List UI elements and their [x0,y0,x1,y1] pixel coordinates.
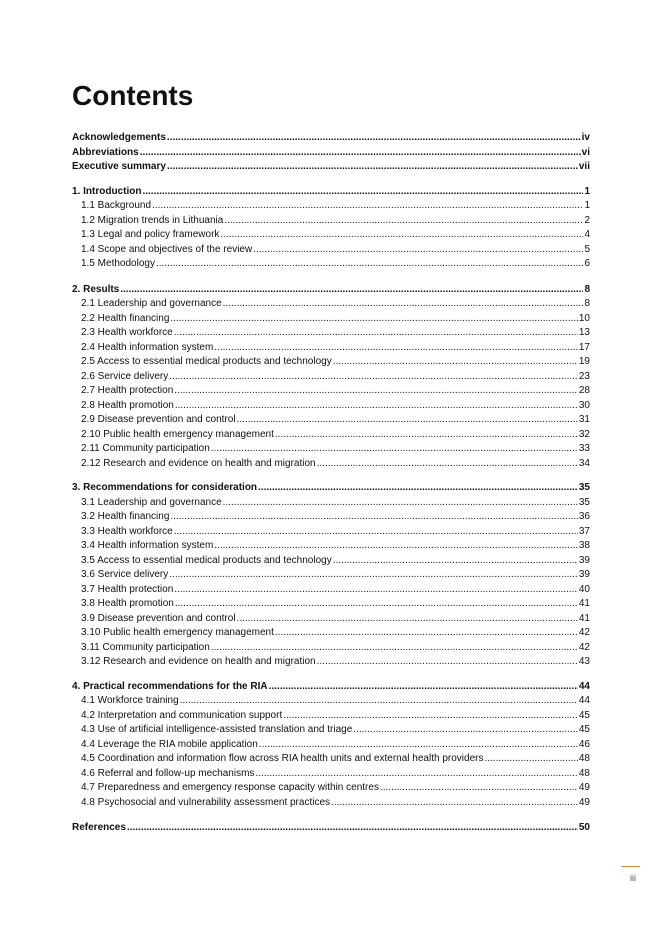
table-of-contents [72,131,590,836]
toc-subentry[interactable] [72,428,590,443]
toc-subentry[interactable] [72,228,590,243]
dot-leader [214,341,578,356]
toc-entry-page: 40 [578,583,590,595]
toc-entry-page: 1 [584,185,590,197]
toc-entry-page: 43 [578,656,590,667]
toc-subentry[interactable] [72,597,590,612]
toc-entry-label: 3.7 Health protection [81,583,174,595]
toc-entry-label: 3.11 Community participation [81,641,210,653]
toc-entry-page: 13 [578,327,590,338]
toc-subentry[interactable] [72,413,590,428]
spacer [72,670,590,680]
toc-entry-label: 2. Results [72,283,120,295]
dot-leader [142,185,583,200]
dot-leader [237,612,578,627]
spacer [72,175,590,185]
dot-leader [174,326,578,341]
dot-leader [152,199,583,214]
footer-divider [621,866,640,867]
dot-leader [317,457,578,472]
toc-entry-label: 1.5 Methodology [81,258,155,269]
toc-subentry[interactable] [72,384,590,399]
toc-entry-page: 36 [578,511,590,522]
dot-leader [180,694,578,709]
toc-subentry[interactable] [72,199,590,214]
toc-entry-abbreviations[interactable] [72,146,590,161]
dot-leader [223,297,584,312]
dot-leader [140,146,581,161]
toc-subentry[interactable] [72,257,590,272]
page-title: Contents [72,80,194,111]
toc-entry-label: 3.1 Leadership and governance [81,496,222,508]
toc-entry-page: 46 [578,738,590,750]
toc-entry-page: 48 [578,753,590,764]
dot-leader [353,723,578,738]
toc-entry-page: 35 [578,482,590,493]
toc-entry-label: 3.3 Health workforce [81,525,173,537]
dot-leader [214,539,578,554]
dot-leader [255,767,577,782]
toc-entry-label: 3.12 Research and evidence on health and migration [81,656,316,667]
toc-entry-label: 3. Recommendations for consideration [72,482,258,493]
toc-subentry[interactable] [72,626,590,641]
dot-leader [174,583,578,598]
toc-subentry[interactable] [72,457,590,472]
toc-subentry[interactable] [72,525,590,540]
toc-subentry[interactable] [72,641,590,656]
dot-leader [259,738,578,753]
toc-entry-label: Acknowledgements [72,132,166,143]
toc-subentry[interactable] [72,496,590,511]
toc-subentry[interactable] [72,243,590,258]
toc-entry-label: 2.4 Health information system [81,341,214,353]
dot-leader [283,709,578,724]
toc-entry-page: 50 [578,822,590,833]
toc-entry-page: 45 [578,724,590,735]
toc-entry-page: 8 [584,283,590,295]
toc-entry-page: 41 [578,598,590,609]
toc-entry-page: 49 [578,796,590,808]
toc-entry-page: 28 [578,385,590,396]
toc-subentry[interactable] [72,781,590,796]
toc-entry-page: 6 [584,258,590,269]
toc-entry-label: Executive summary [72,161,166,172]
dot-leader [211,641,578,656]
toc-entry-page: 32 [578,428,590,440]
toc-entry-page: vi [581,146,590,158]
toc-entry-label: 3.8 Health promotion [81,598,174,609]
toc-entry-label: 4. Practical recommendations for the RIA [72,680,268,692]
dot-leader [484,752,577,767]
toc-entry-label: 1.2 Migration trends in Lithuania [81,214,224,226]
toc-entry-label: 4.5 Coordination and information flow across RIA health units and external health providers [81,753,484,764]
page-number: iii [630,873,636,883]
toc-entry-executive-summary[interactable] [72,160,590,175]
dot-leader [317,655,578,670]
dot-leader [275,626,578,641]
toc-entry-label: 3.2 Health financing [81,511,170,522]
toc-entry-label: 4.4 Leverage the RIA mobile application [81,738,258,750]
toc-entry-page: 45 [578,709,590,721]
toc-entry-label: Abbreviations [72,146,139,158]
toc-section-recommendations[interactable] [72,481,590,496]
dot-leader [269,680,578,695]
toc-subentry[interactable] [72,796,590,811]
dot-leader [120,283,583,298]
toc-subentry[interactable] [72,583,590,598]
toc-subentry[interactable] [72,723,590,738]
toc-entry-label: 2.5 Access to essential medical products and technology [81,356,332,367]
dot-leader [380,781,578,796]
spacer [72,810,590,821]
toc-entry-label: 2.1 Leadership and governance [81,298,222,309]
toc-section-introduction[interactable] [72,185,590,200]
dot-leader [275,428,578,443]
toc-entry-label: 4.6 Referral and follow-up mechanisms [81,767,255,779]
dot-leader [169,370,578,385]
toc-entry-label: 2.10 Public health emergency management [81,428,274,440]
dot-leader [237,413,578,428]
toc-subentry[interactable] [72,214,590,229]
toc-entry-label: 3.9 Disease prevention and control [81,612,236,624]
toc-entry-page: 35 [578,496,590,508]
dot-leader [156,257,583,272]
toc-entry-label: 3.5 Access to essential medical products and technology [81,554,332,566]
toc-subentry[interactable] [72,355,590,370]
toc-entry-page: 44 [578,680,590,692]
toc-entry-label: 4.7 Preparedness and emergency response capacity within centres [81,782,379,793]
toc-subentry[interactable] [72,709,590,724]
toc-entry-page: 41 [578,612,590,624]
toc-entry-label: 1.4 Scope and objectives of the review [81,243,253,255]
toc-entry-label: 2.8 Health promotion [81,399,174,411]
toc-entry-label: References [72,822,126,833]
toc-subentry[interactable] [72,655,590,670]
dot-leader [175,597,578,612]
toc-entry-page: 2 [584,214,590,226]
toc-entry-page: 30 [578,399,590,411]
toc-entry-page: 10 [578,312,590,324]
toc-subentry[interactable] [72,752,590,767]
toc-entry-label: 2.9 Disease prevention and control [81,414,236,425]
toc-subentry[interactable] [72,442,590,457]
toc-entry-label: 2.7 Health protection [81,385,174,396]
toc-entry-page: 19 [578,356,590,367]
dot-leader [211,442,578,457]
dot-leader [127,821,578,836]
toc-subentry[interactable] [72,568,590,583]
toc-subentry[interactable] [72,341,590,356]
toc-subentry[interactable] [72,694,590,709]
toc-entry-references[interactable] [72,821,590,836]
toc-entry-page: 8 [584,298,590,309]
toc-entry-page: 44 [578,695,590,706]
toc-subentry[interactable] [72,312,590,327]
toc-entry-page: 5 [584,243,590,255]
toc-subentry[interactable] [72,539,590,554]
dot-leader [167,160,578,175]
toc-entry-page: 39 [578,554,590,566]
dot-leader [253,243,583,258]
toc-subentry[interactable] [72,370,590,385]
toc-entry-page: 23 [578,370,590,382]
toc-entry-page: 17 [578,341,590,353]
dot-leader [224,214,583,229]
toc-entry-page: 33 [578,443,590,454]
toc-entry-label: 2.2 Health financing [81,312,170,324]
toc-entry-label: 4.2 Interpretation and communication support [81,709,283,721]
toc-entry-page: 42 [578,641,590,653]
toc-entry-label: 3.6 Service delivery [81,569,169,580]
toc-subentry[interactable] [72,767,590,782]
toc-subentry[interactable] [72,297,590,312]
toc-subentry[interactable] [72,326,590,341]
toc-entry-label: 3.10 Public health emergency management [81,627,274,638]
dot-leader [174,384,578,399]
dot-leader [220,228,583,243]
toc-section-practical-recommendations[interactable] [72,680,590,695]
toc-entry-label: 3.4 Health information system [81,540,214,551]
toc-entry-acknowledgements[interactable] [72,131,590,146]
toc-entry-label: 4.3 Use of artificial intelligence-assisted translation and triage [81,724,353,735]
toc-subentry[interactable] [72,399,590,414]
dot-leader [167,131,581,146]
dot-leader [174,525,578,540]
toc-entry-page: 49 [578,782,590,793]
toc-subentry[interactable] [72,554,590,569]
dot-leader [333,355,578,370]
toc-entry-page: iv [581,132,590,143]
toc-entry-page: 48 [578,767,590,779]
toc-entry-page: 1 [584,200,590,211]
toc-entry-page: 31 [578,414,590,425]
toc-entry-page: 39 [578,569,590,580]
toc-entry-label: 2.3 Health workforce [81,327,173,338]
spacer [72,272,590,283]
toc-entry-page: 37 [578,525,590,537]
toc-entry-page: 34 [578,457,590,469]
toc-entry-label: 1.1 Background [81,200,152,211]
toc-entry-label: 4.1 Workforce training [81,695,179,706]
spacer [72,471,590,481]
toc-entry-page: vii [578,161,590,172]
toc-entry-page: 38 [578,540,590,551]
dot-leader [333,554,578,569]
toc-entry-page: 4 [584,229,590,240]
dot-leader [175,399,578,414]
toc-subentry[interactable] [72,510,590,525]
dot-leader [170,510,577,525]
toc-entry-label: 2.11 Community participation [81,443,210,454]
toc-entry-label: 1. Introduction [72,185,142,197]
dot-leader [258,481,578,496]
toc-subentry[interactable] [72,612,590,627]
dot-leader [331,796,578,811]
toc-entry-page: 42 [578,627,590,638]
dot-leader [169,568,578,583]
toc-subentry[interactable] [72,738,590,753]
toc-entry-label: 2.6 Service delivery [81,370,169,382]
dot-leader [223,496,578,511]
toc-entry-label: 2.12 Research and evidence on health and migration [81,457,316,469]
toc-entry-label: 4.8 Psychosocial and vulnerability assessment practices [81,796,331,808]
dot-leader [170,312,577,327]
toc-section-results[interactable] [72,283,590,298]
toc-entry-label: 1.3 Legal and policy framework [81,229,220,240]
